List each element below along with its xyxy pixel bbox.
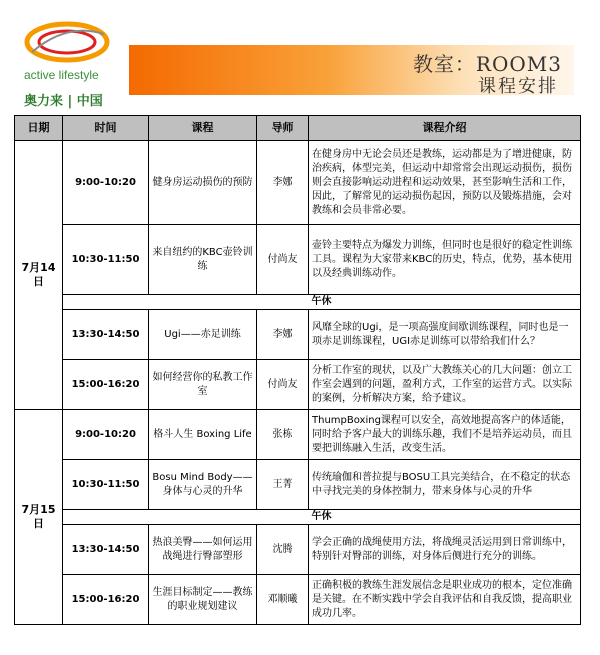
header-coach: 导师 [257,116,309,141]
time-cell: 10:30-11:50 [63,460,149,510]
intro-cell: 风靡全球的Ugi，是一项高强度间歇训练课程，同时也是一项赤足训练课程，UGI赤足训练可以带给我们什么？ [309,310,581,360]
date-cell: 7月14日 [15,141,63,410]
time-cell: 15:00-16:20 [63,575,149,625]
coach-cell: 沈腾 [257,525,309,575]
course-cell: 格斗人生 Boxing Life [149,410,257,460]
intro-cell: 在健身房中无论会员还是教练，运动都是为了增进健康，防治疾病，体型完美，但运动中却常常会出现运动损伤，损伤则会直接影响运动进程和运动效果，甚至影响生活和工作，因此，了解常见的运动损伤起因，预防以及锻炼措施，会对教练和会员非常必要。 [309,141,581,225]
table-row [15,141,581,225]
banner-subtitle: 课程安排 [478,76,558,97]
header-course: 课程 [149,116,257,141]
lunch-break-label: 午休 [63,510,581,525]
schedule-table [14,115,581,625]
lunch-break-row [15,295,581,310]
coach-cell: 李娜 [257,141,309,225]
logo-brand-cn: 奥力来 | 中国 [24,94,103,109]
table-row [15,575,581,625]
logo [10,12,120,109]
course-cell: 热浪美臀——如何运用战绳进行臀部塑形 [149,525,257,575]
intro-cell: 传统瑜伽和普拉提与BOSU工具完美结合，在不稳定的状态中寻找完美的身体控制力，带来身体与心灵的升华 [309,460,581,510]
table-row [15,310,581,360]
lunch-break-row [15,510,581,525]
header-intro: 课程介绍 [309,116,581,141]
table-row [15,525,581,575]
table-row [15,410,581,460]
logo-swoosh-icon [22,12,112,66]
time-cell: 15:00-16:20 [63,360,149,410]
time-cell: 13:30-14:50 [63,310,149,360]
course-cell: 健身房运动损伤的预防 [149,141,257,225]
title-banner [129,45,574,95]
intro-cell: 学会正确的战绳使用方法，将战绳灵活运用到日常训练中，特别针对臀部的训练，对身体后侧进行充分的训练。 [309,525,581,575]
table-header-row [15,116,581,141]
course-cell: 生涯目标制定——教练的职业规划建议 [149,575,257,625]
logo-brand-text: active lifestyle [24,68,99,82]
header-date: 日期 [15,116,63,141]
date-cell: 7月15日 [15,410,63,625]
banner-title: 教室：ROOM3 [412,52,562,76]
time-cell: 10:30-11:50 [63,225,149,295]
course-cell: 来自纽约的KBC壶铃训练 [149,225,257,295]
table-row [15,360,581,410]
lunch-break-label: 午休 [63,295,581,310]
coach-cell: 付尚友 [257,225,309,295]
intro-cell: 分析工作室的现状，以及广大教练关心的几大问题：创立工作室会遇到的问题，盈利方式，工作室的运营方式。以实际的案例，分析解决方案，给予建议。 [309,360,581,410]
coach-cell: 李娜 [257,310,309,360]
time-cell: 13:30-14:50 [63,525,149,575]
table-row [15,225,581,295]
intro-cell: ThumpBoxing课程可以安全，高效地提高客户的体适能，同时给予客户最大的训练乐趣，我们不是培养运动员，而且要把训练融入生活，改变生活。 [309,410,581,460]
coach-cell: 张栋 [257,410,309,460]
time-cell: 9:00-10:20 [63,141,149,225]
intro-cell: 壶铃主要特点为爆发力训练，但同时也是很好的稳定性训练工具。课程为大家带来KBC的历史，特点，优势，基本使用以及经典训练动作。 [309,225,581,295]
course-cell: Ugi——赤足训练 [149,310,257,360]
table-row [15,460,581,510]
coach-cell: 王菁 [257,460,309,510]
coach-cell: 付尚友 [257,360,309,410]
header-time: 时间 [63,116,149,141]
coach-cell: 邓顺曦 [257,575,309,625]
intro-cell: 正确积极的教练生涯发展信念是职业成功的根本，定位准确是关键。在不断实践中学会自我评估和自我反馈，提高职业成功几率。 [309,575,581,625]
course-cell: Bosu Mind Body——身体与心灵的升华 [149,460,257,510]
time-cell: 9:00-10:20 [63,410,149,460]
course-cell: 如何经营你的私教工作室 [149,360,257,410]
